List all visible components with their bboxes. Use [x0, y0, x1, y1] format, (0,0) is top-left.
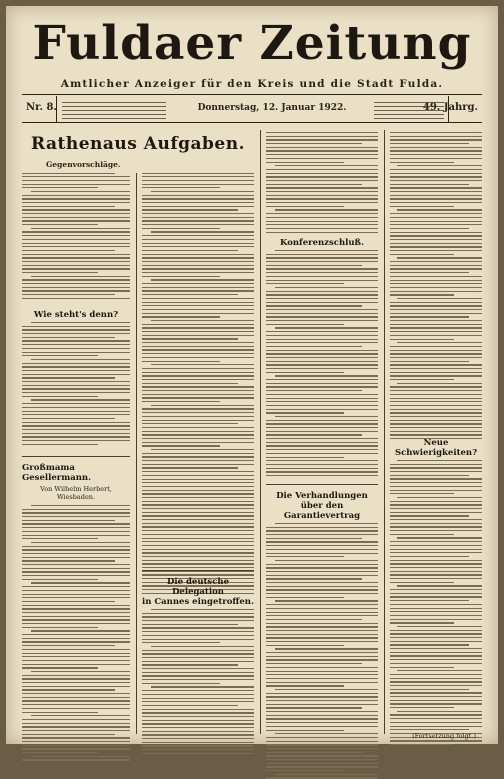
section-heading-negotiations: Die Verhandlungen über den Garantievertrag	[276, 491, 368, 521]
section-heading-difficulties: Neue Schwierigkeiten?	[394, 438, 478, 458]
section-heading-delegation: Die deutsche Delegation in Cannes eingetroffen.	[142, 577, 254, 607]
newspaper-page	[6, 6, 498, 744]
masthead-subtitle: Amtlicher Anzeiger für den Kreis und die Stadt Fulda.	[60, 78, 444, 90]
info-divider	[56, 96, 57, 122]
publisher-fine-print	[62, 99, 166, 119]
delegation-text	[142, 609, 254, 749]
lead-headline: Rathenaus Aufgaben.	[30, 134, 246, 154]
column-4-text	[390, 132, 482, 432]
issue-info-bar	[22, 96, 482, 122]
column-3-text	[266, 132, 378, 232]
negotiations-text	[266, 523, 378, 773]
column-2	[142, 130, 254, 734]
section-heading-conference: Konferenzschluß.	[280, 238, 364, 248]
section-heading-wie-steht: Wie steht's denn?	[33, 310, 119, 320]
issue-number: Nr. 8.	[26, 102, 57, 113]
masthead-rule-top	[22, 94, 482, 95]
feuilleton-heading: Großmama Gesellermann.	[22, 463, 92, 483]
column-rule	[136, 130, 137, 734]
feuilleton-byline: Von Wilhelm Herbert, Wiesbaden.	[40, 485, 112, 501]
feuilleton-text	[22, 505, 130, 755]
column-rule	[384, 130, 385, 734]
column-1	[22, 130, 130, 734]
section-divider	[142, 570, 254, 571]
section-divider	[266, 484, 378, 485]
section-divider	[22, 456, 130, 457]
column-1-text	[22, 154, 130, 304]
difficulties-text	[390, 460, 482, 730]
conference-text	[266, 250, 378, 478]
column-4	[390, 130, 482, 740]
lead-article-text-2	[142, 154, 254, 564]
column-1-text-2	[22, 322, 130, 450]
column-rule	[260, 130, 261, 734]
masthead-title: Fuldaer Zeitung	[32, 16, 472, 71]
publication-date: Donnerstag, 12. Januar 1922.	[197, 103, 347, 113]
continued-note: (Fortsetzung folgt.)	[412, 732, 476, 740]
volume-number: 49. Jahrg.	[422, 102, 478, 113]
lead-article-header	[22, 130, 254, 173]
column-3	[266, 130, 378, 734]
lead-subhead: Gegenvorschläge.	[46, 160, 121, 169]
masthead-rule-bottom	[22, 122, 482, 123]
